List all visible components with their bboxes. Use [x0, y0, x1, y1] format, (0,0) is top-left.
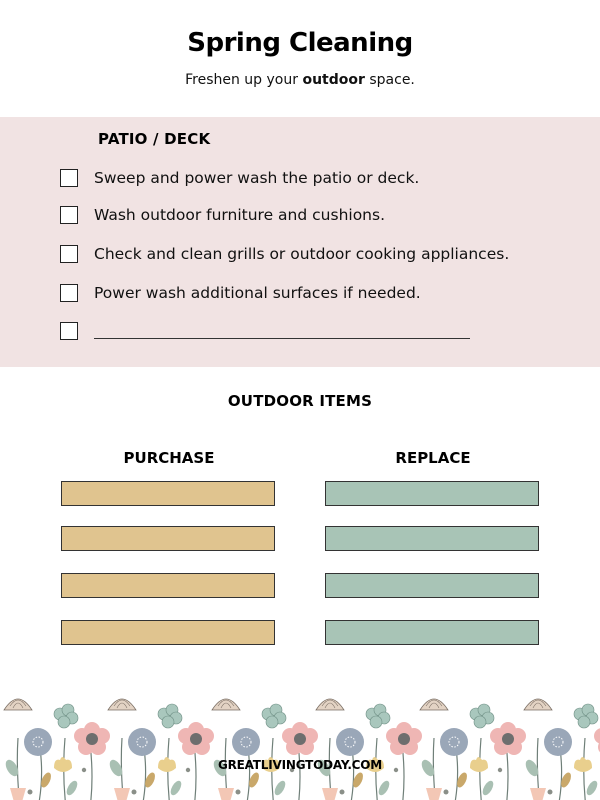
page-subtitle	[0, 72, 600, 88]
checkbox[interactable]	[60, 169, 78, 187]
patio-heading: PATIO / DECK	[98, 130, 211, 148]
footer-brand[interactable]: GREATLIVINGTODAY.COM	[217, 758, 383, 772]
purchase-heading: PURCHASE	[123, 449, 215, 467]
checkbox[interactable]	[60, 284, 78, 302]
checklist-item-label: Sweep and power wash the patio or deck.	[94, 169, 420, 187]
checklist-item-blank[interactable]	[60, 320, 78, 342]
checkbox[interactable]	[60, 245, 78, 263]
purchase-field[interactable]	[61, 573, 275, 598]
subtitle-text-start: Freshen up your	[185, 72, 303, 88]
page-title: Spring Cleaning	[187, 28, 413, 58]
checklist-item[interactable]	[60, 282, 421, 304]
purchase-field[interactable]	[61, 481, 275, 506]
replace-field[interactable]	[325, 573, 539, 598]
replace-heading: REPLACE	[395, 449, 471, 467]
replace-field[interactable]	[325, 526, 539, 551]
checklist-item[interactable]	[60, 167, 419, 189]
checklist-item-label: Check and clean grills or outdoor cooking appliances.	[94, 245, 510, 263]
checkbox[interactable]	[60, 206, 78, 224]
purchase-field[interactable]	[61, 620, 275, 645]
replace-field[interactable]	[325, 620, 539, 645]
checklist-item-label: Wash outdoor furniture and cushions.	[94, 206, 386, 224]
subtitle-bold-word: outdoor	[302, 72, 365, 88]
patio-section	[0, 117, 600, 367]
floral-border-illustration	[0, 680, 600, 800]
checklist-item[interactable]	[60, 204, 385, 226]
checkbox[interactable]	[60, 322, 78, 340]
checklist-item[interactable]	[60, 243, 509, 265]
outdoor-items-heading: OUTDOOR ITEMS	[227, 392, 373, 410]
subtitle-text-end: space.	[364, 72, 415, 88]
replace-field[interactable]	[325, 481, 539, 506]
purchase-field[interactable]	[61, 526, 275, 551]
checklist-item-label: Power wash additional surfaces if needed.	[94, 284, 421, 302]
write-in-line[interactable]	[94, 338, 470, 339]
